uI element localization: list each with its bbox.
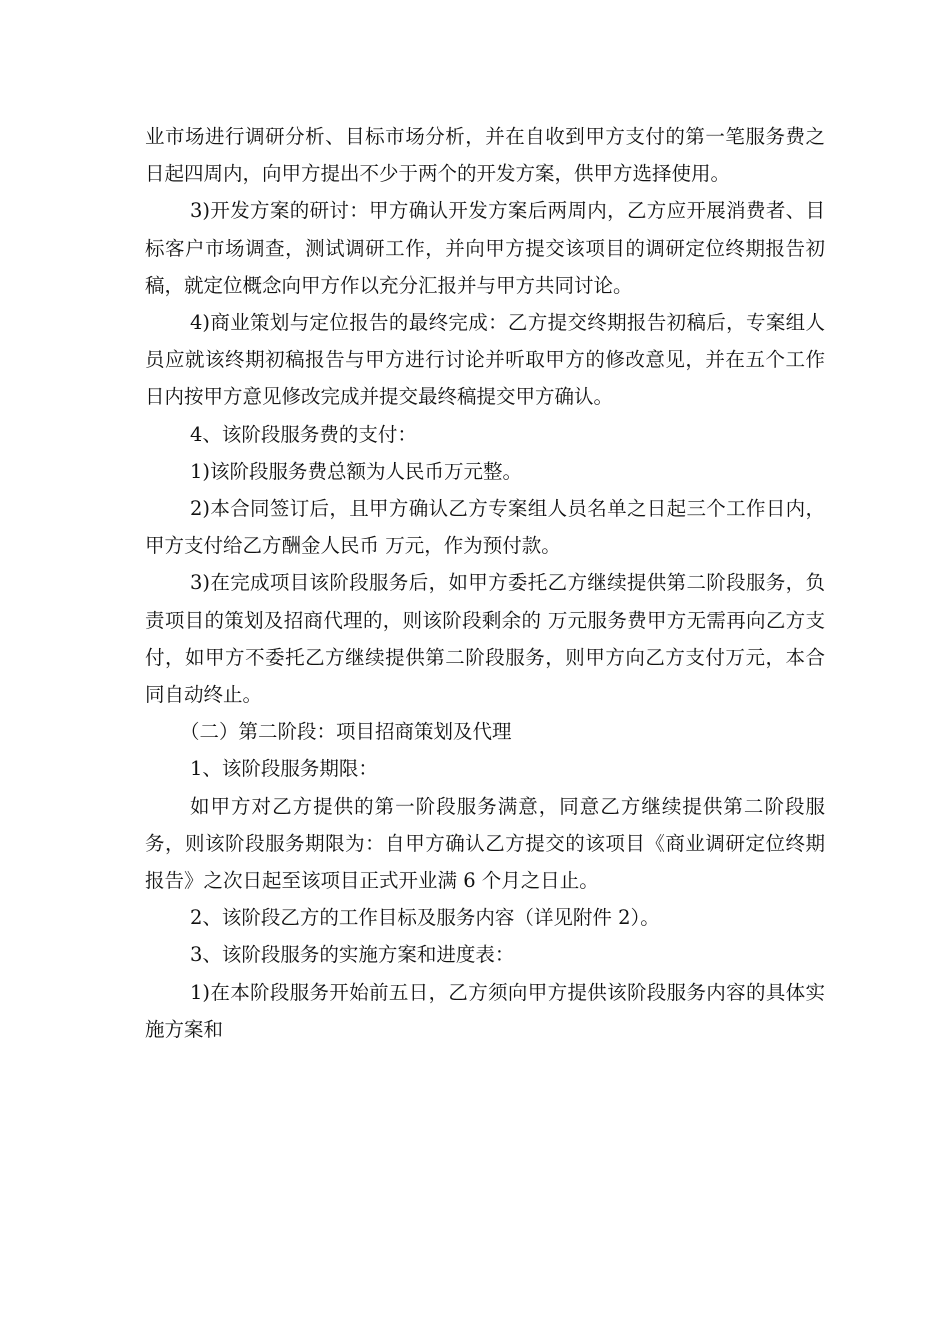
paragraph-service-period: 如甲方对乙方提供的第一阶段服务满意，同意乙方继续提供第二阶段服务，则该阶段服务期限为：自甲方确认乙方提交的该项目《商业调研定位终期报告》之次日起至该项目正式开业满 6 个月之日止。 bbox=[145, 794, 825, 893]
paragraph-implementation-plan: 1)在本阶段服务开始前五日，乙方须向甲方提供该阶段服务内容的具体实施方案和 bbox=[145, 980, 825, 1041]
heading-stage-service-period: 1、该阶段服务期限： bbox=[190, 757, 378, 781]
paragraph-market-analysis: 业市场进行调研分析、目标市场分析，并在自收到甲方支付的第一笔服务费之日起四周内，向甲方提出不少于两个的开发方案，供甲方选择使用。 bbox=[145, 125, 825, 186]
paragraph-final-report: 4)商业策划与定位报告的最终完成：乙方提交终期报告初稿后，专案组人员应就该终期初稿报告与甲方进行讨论并听取甲方的修改意见，并在五个工作日内按甲方意见修改完成并提交最终稿提交甲方确认。 bbox=[145, 311, 825, 409]
paragraph-remaining-fee: 3)在完成项目该阶段服务后，如甲方委托乙方继续提供第二阶段服务，负责项目的策划及招商代理的，则该阶段剩余的 万元服务费甲方无需再向乙方支付，如甲方不委托乙方继续提供第二阶段服务，则甲方向乙方支付万元，本合同自动终止。 bbox=[145, 571, 825, 707]
heading-implementation-schedule: 3、该阶段服务的实施方案和进度表： bbox=[190, 943, 515, 967]
heading-stage-fee-payment: 4、该阶段服务费的支付： bbox=[190, 422, 417, 446]
heading-second-stage: （二）第二阶段：项目招商策划及代理 bbox=[180, 720, 512, 744]
paragraph-fee-total: 1)该阶段服务费总额为人民币万元整。 bbox=[190, 459, 523, 483]
paragraph-prepayment: 2)本合同签订后，且甲方确认乙方专案组人员名单之日起三个工作日内，甲方支付给乙方酬金人民币 万元，作为预付款。 bbox=[145, 497, 825, 558]
heading-work-goals: 2、该阶段乙方的工作目标及服务内容（详见附件 2）。 bbox=[190, 906, 660, 930]
paragraph-plan-discussion: 3)开发方案的研讨：甲方确认开发方案后两周内，乙方应开展消费者、目标客户市场调查，测试调研工作，并向甲方提交该项目的调研定位终期报告初稿，就定位概念向甲方作以充分汇报并与甲方共同讨论。 bbox=[145, 199, 825, 297]
contract-body bbox=[145, 118, 825, 1048]
